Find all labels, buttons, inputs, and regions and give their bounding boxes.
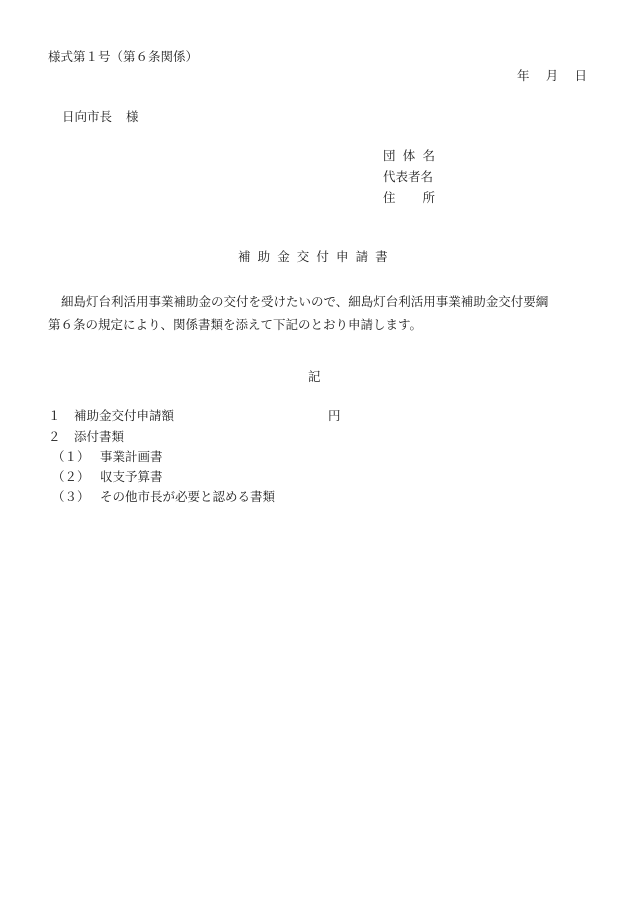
attachment-number: （１） bbox=[52, 449, 90, 464]
title-char: 付 bbox=[316, 249, 329, 264]
applicant-representative-label bbox=[383, 171, 435, 184]
addressee-name: 日向市長 bbox=[62, 109, 113, 124]
body-line-1: 細島灯台利活用事業補助金の交付を受けたいので、細島灯台利活用事業補助金交付要綱 bbox=[61, 294, 549, 309]
applicant-address-char: 住 bbox=[383, 190, 396, 205]
attachment-label: 事業計画書 bbox=[100, 449, 163, 464]
attachment-item bbox=[52, 471, 163, 484]
addressee-honorific: 様 bbox=[126, 109, 139, 124]
applicant-address-label bbox=[383, 192, 435, 205]
item-number: １ bbox=[48, 408, 61, 423]
date-line bbox=[517, 70, 587, 83]
addressee bbox=[62, 111, 139, 124]
date-month-label: 月 bbox=[545, 68, 559, 83]
attachment-label: その他市長が必要と認める書類 bbox=[100, 489, 276, 504]
applicant-address-char: 所 bbox=[422, 190, 435, 205]
applicant-group-char: 体 bbox=[402, 148, 416, 163]
item-attachments bbox=[48, 431, 124, 444]
title-char: 書 bbox=[375, 249, 388, 264]
date-year-label: 年 bbox=[517, 68, 530, 83]
ki-heading: 記 bbox=[308, 369, 321, 384]
item-label: 添付書類 bbox=[74, 429, 125, 444]
attachment-item bbox=[52, 491, 275, 504]
item-number: ２ bbox=[48, 429, 61, 444]
applicant-group-name-label bbox=[383, 150, 435, 163]
title-char: 請 bbox=[355, 249, 369, 264]
title-char: 助 bbox=[257, 249, 271, 264]
date-day-label: 日 bbox=[574, 68, 587, 83]
title-char: 補 bbox=[238, 249, 251, 264]
applicant-representative-text: 代表者名 bbox=[383, 169, 434, 184]
item-subsidy-amount bbox=[48, 410, 341, 423]
title-char: 交 bbox=[296, 249, 310, 264]
attachment-label: 収支予算書 bbox=[100, 469, 163, 484]
applicant-group-char: 団 bbox=[383, 148, 396, 163]
document-title bbox=[238, 251, 395, 264]
yen-unit: 円 bbox=[328, 408, 341, 423]
title-char: 金 bbox=[277, 249, 290, 264]
attachment-number: （２） bbox=[52, 469, 90, 484]
body-line-2: 第６条の規定により、関係書類を添えて下記のとおり申請します。 bbox=[48, 317, 423, 332]
attachment-number: （３） bbox=[52, 489, 90, 504]
attachment-item bbox=[52, 451, 163, 464]
title-char: 申 bbox=[335, 249, 349, 264]
item-label: 補助金交付申請額 bbox=[74, 408, 175, 423]
applicant-group-char: 名 bbox=[422, 148, 435, 163]
application-body bbox=[48, 290, 588, 336]
form-number: 様式第１号（第６条関係） bbox=[48, 49, 199, 64]
